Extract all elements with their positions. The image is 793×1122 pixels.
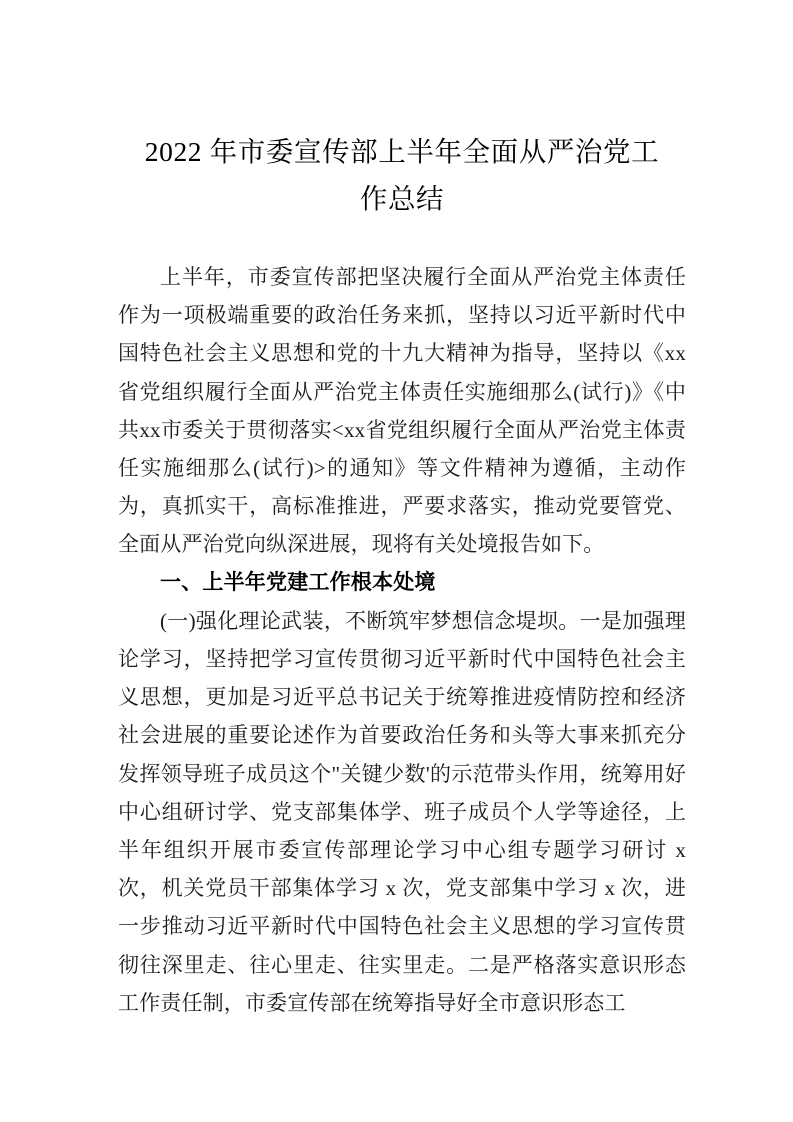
subsection-paragraph-1: (一)强化理论武装，不断筑牢梦想信念堤坝。一是加强理论学习，坚持把学习宣传贯彻习近平新时代中国特色社会主义思想，更加是习近平总书记关于统筹推进疫情防控和经济社会进展的重要论述作为首要政治任务和头等大事来抓充分发挥领导班子成员这个"关键少数'的示范带头作用，统筹用好中心组研讨学、党支部集体学、班子成员个人学等途径，上半年组织开展市委宣传部理论学习中心组专题学习研讨 x 次，机关党员干部集体学习 x 次，党支部集中学习 x 次，进一步推动习近平新时代中国特色社会主义思想的学习宣传贯彻往深里走、往心里走、往实里走。二是严格落实意识形态工作责任制，市委宣传部在统筹指导好全市意识形态工 [118,608,686,1015]
intro-paragraph: 上半年，市委宣传部把坚决履行全面从严治党主体责任作为一项极端重要的政治任务来抓，坚持以习近平新时代中国特色社会主义思想和党的十九大精神为指导，坚持以《xx省党组织履行全面从严治党主体责任实施细那么(试行)》《中共xx市委关于贯彻落实<xx省党组织履行全面从严治党主体责任实施细那么(试行)>的通知》等文件精神为遵循，主动作为，真抓实干，高标准推进，严要求落实，推动党要管党、全面从严治党向纵深进展，现将有关处境报告如下。 [118,265,686,557]
document-body [118,258,686,1022]
page-title-line-2: 作总结 [359,183,445,214]
section-heading-1: 一、上半年党建工作根本处境 [160,570,436,594]
page-title [118,128,686,222]
page-title-line-1: 2022 年市委宣传部上半年全面从严治党工 [144,136,660,167]
